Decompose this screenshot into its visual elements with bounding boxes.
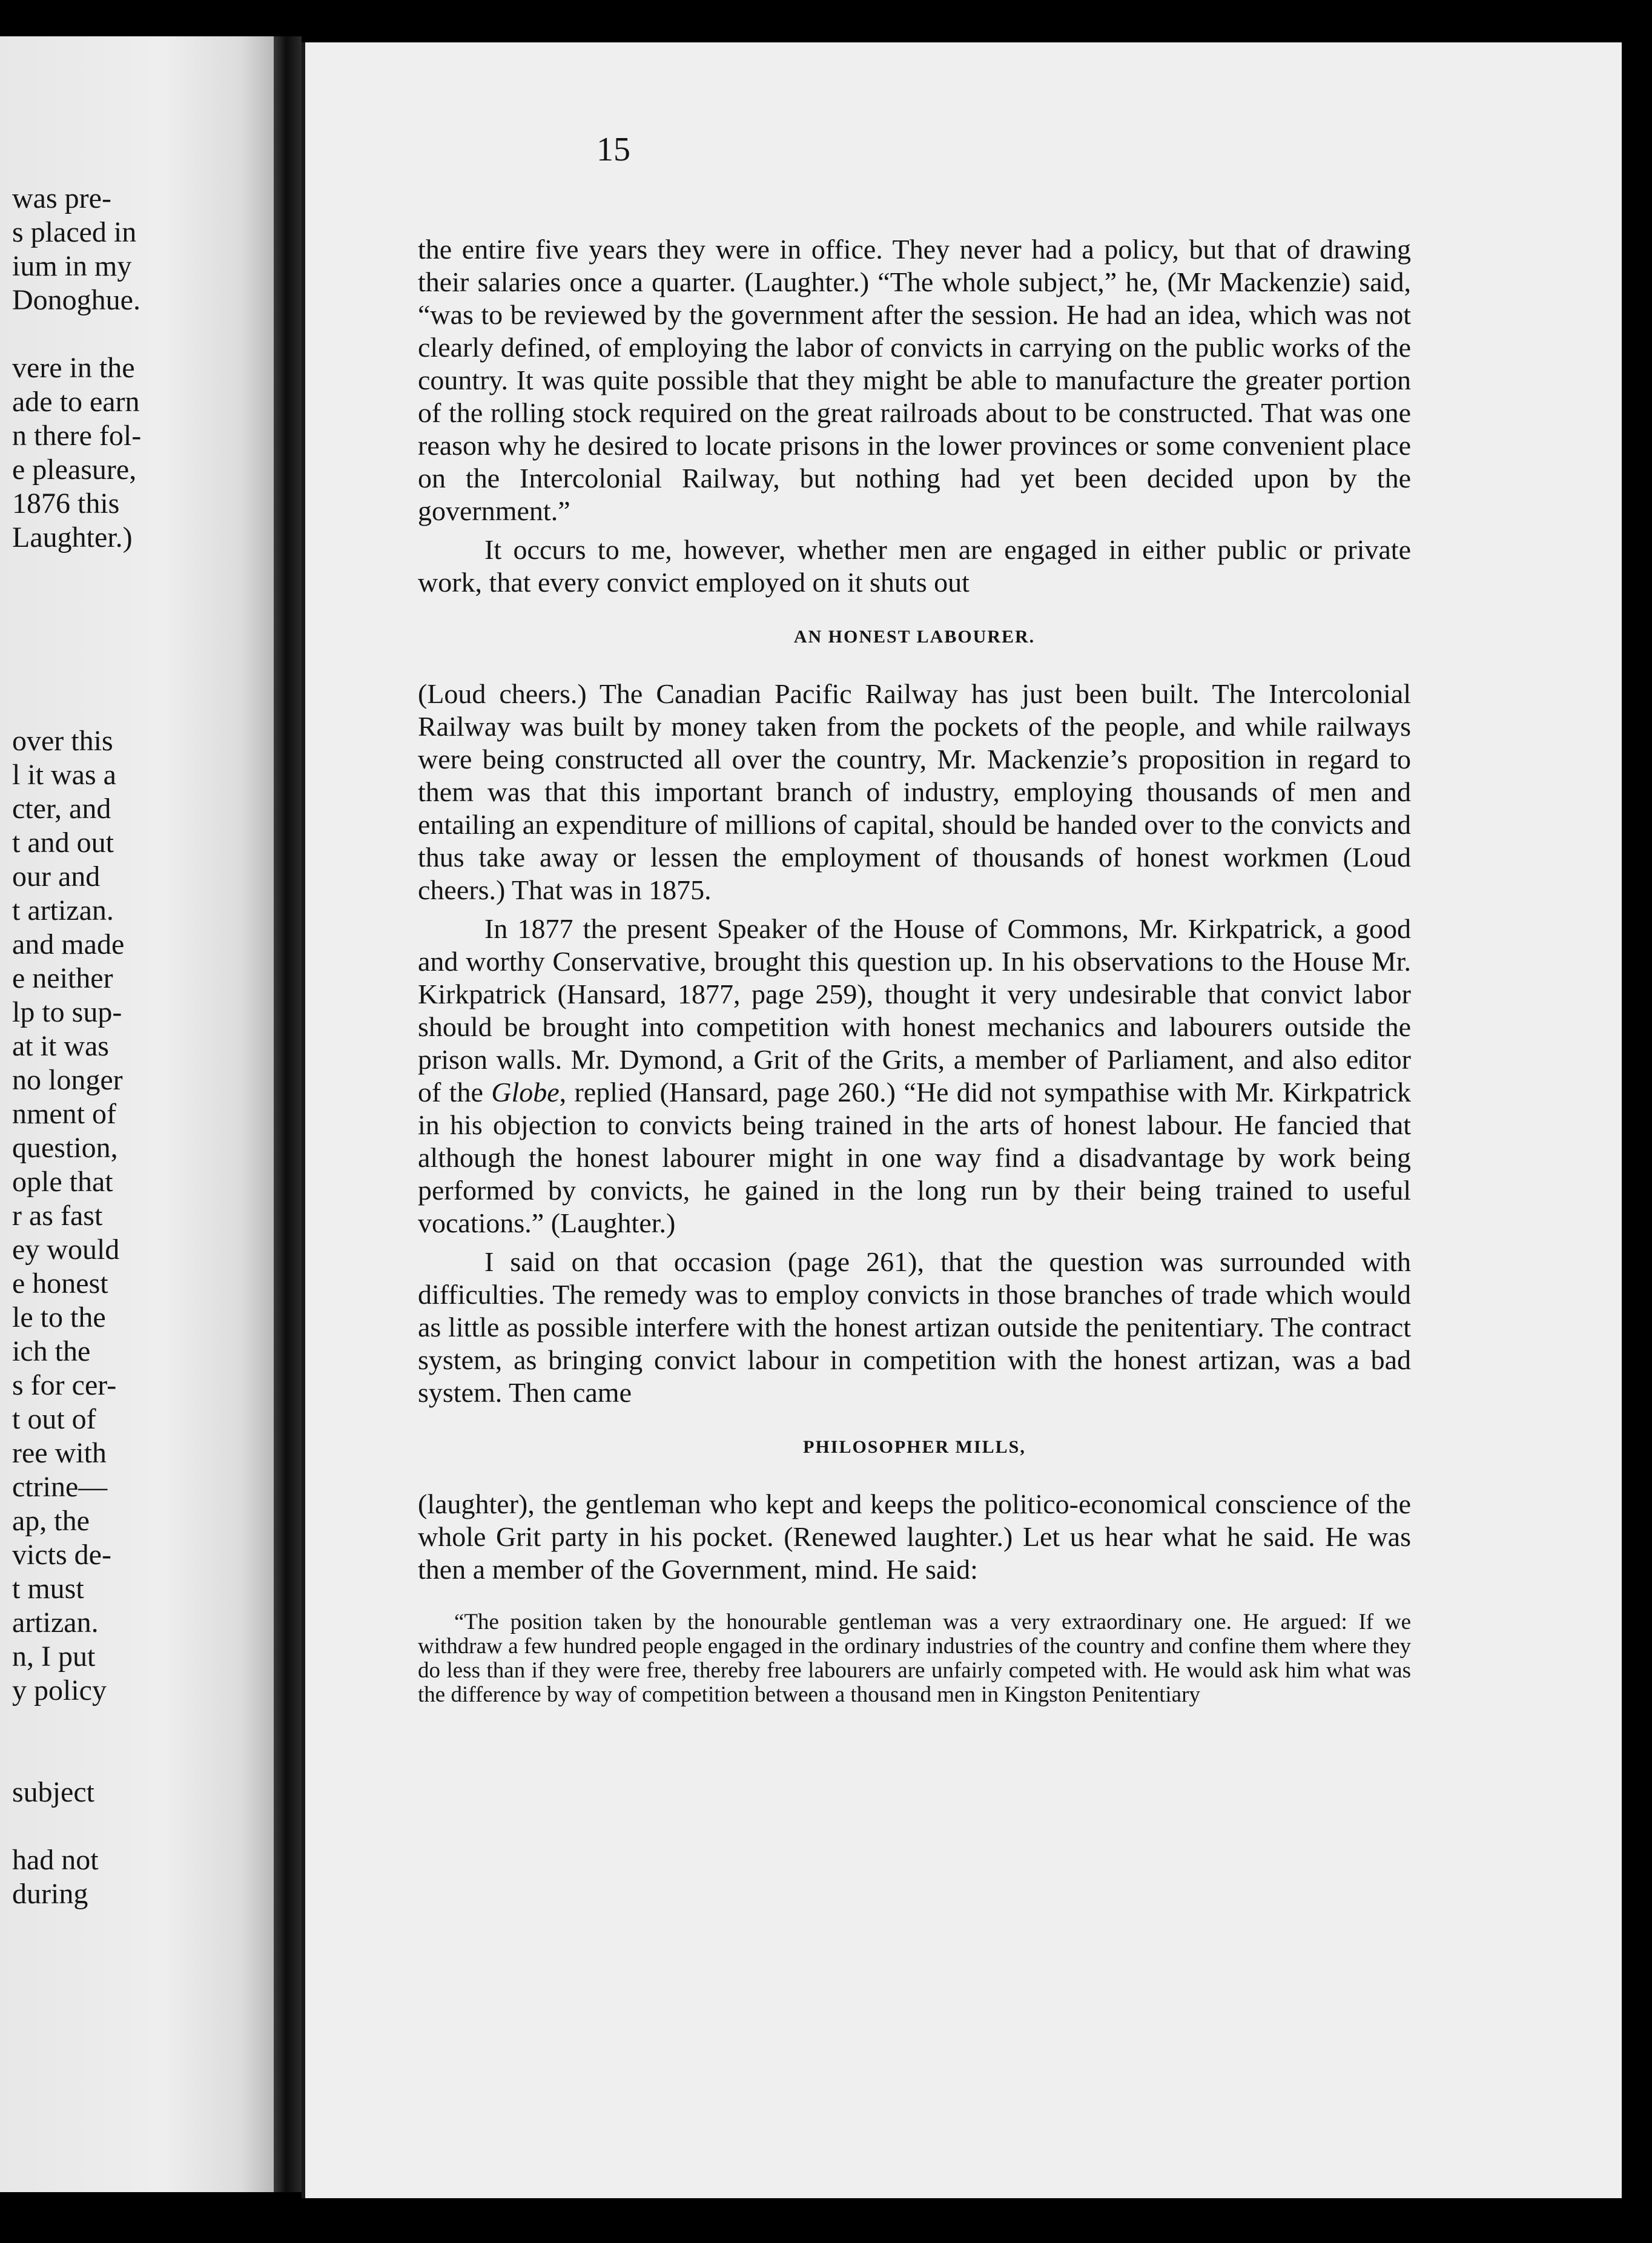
previous-page-line: over this [12,725,113,757]
scan-border [1622,36,1652,2192]
previous-page-line: vere in the [12,352,135,384]
previous-page-line: no longer [12,1064,123,1096]
previous-page-line: t and out [12,827,114,859]
previous-page-line: t out of [12,1403,96,1435]
paragraph-4 [418,913,1411,1240]
previous-page-line: t artizan. [12,894,114,927]
book-gutter [274,36,302,2192]
previous-page-line: ctrine— [12,1471,108,1503]
paragraph-2: It occurs to me, however, whether men are engaged in either public or private work, that every convict employed on it shuts out [418,534,1411,598]
paragraph-4-part-1: In 1877 the present Speaker of the House of Commons, Mr. Kirkpatrick, a good and worthy Conservative, brought this question up. In his observations to the House Mr. Kirkpatrick (Hansard, 1877, page 259), thought it very undesirable that convict labor should be brought into competition with honest mechanics and labourers outside the prison walls. Mr. Dymond, a Grit of the Grits, a member of Parliament, and also editor of the [418,913,1411,1108]
previous-page-line: and made [12,928,125,960]
globe-title: Globe [491,1077,560,1108]
block-quote: “The position taken by the honourable gentleman was a very extraordinary one. He argued: If we withdraw a few hundred people engaged in the ordinary industries of the country and confine them where they do less than if they were free, thereby free labourers are unfairly competed with. He would ask him what was the difference by way of competition between a thousand men in Kingston Penitentiary [418,1610,1411,1707]
previous-page-line: cter, and [12,793,111,825]
previous-page-line: lp to sup- [12,996,122,1028]
previous-page-line: subject [12,1776,94,1808]
section-heading-honest-labourer: AN HONEST LABOURER. [793,627,1036,647]
previous-page-line: at it was [12,1030,109,1062]
previous-page-line: y policy [12,1674,107,1706]
previous-page-line: ree with [12,1437,107,1469]
previous-page-line: Laughter.) [12,521,133,553]
previous-page-line: our and [12,861,101,893]
page-body [418,233,1411,1707]
previous-page-line: was pre- [12,182,111,214]
previous-page-line: question, [12,1132,118,1164]
previous-page-line: ich the [12,1335,91,1367]
previous-page [0,36,274,2192]
previous-page-line: ap, the [12,1505,90,1537]
previous-page-line: ey would [12,1234,120,1266]
paragraph-5: I said on that occasion (page 261), that the question was surrounded with difficulties. The remedy was to employ convicts in those branches of trade which would as little as possible interfere with the honest artizan outside the penitentiary. The contract system, as bringing convict labour in competition with the honest artizan, was a bad system. Then came [418,1246,1411,1408]
previous-page-line: victs de- [12,1539,111,1571]
previous-page-line: e neither [12,962,113,994]
previous-page-line: e pleasure, [12,454,137,486]
section-heading-philosopher-mills: PHILOSOPHER MILLS, [803,1437,1026,1457]
previous-page-line: ium in my [12,250,132,282]
previous-page-line: nment of [12,1098,116,1130]
paragraph-4-part-2: , replied (Hansard, page 260.) “He did not sympathise with Mr. Kirkpatrick in his objection to convicts being trained in the arts of honest labour. He fancied that although the honest labourer might in one way find a disadvantage by work being performed by convicts, he gained in the long run by their being trained to useful vocations.” (Laughter.) [418,1077,1412,1238]
previous-page-line: Donoghue. [12,284,140,316]
paragraph-6: (laughter), the gentleman who kept and keeps the politico-economical conscience of the whole Grit party in his pocket. (Renewed laughter.) Let us hear what he said. He was then a member of the Government, mind. He said: [418,1488,1411,1585]
previous-page-line: s placed in [12,216,137,248]
previous-page-line: l it was a [12,759,116,791]
previous-page-line: n, I put [12,1640,96,1673]
previous-page-line: during [12,1878,88,1910]
paragraph-3: (Loud cheers.) The Canadian Pacific Railway has just been built. The Intercolonial Railway was built by money taken from the pockets of the people, and while railways were being constructed all over the country, Mr. Mackenzie’s proposition in regard to them was that this important branch of industry, employing thousands of men and entailing an expenditure of millions of capital, should be handed over to the convicts and thus take away or lessen the employment of thousands of honest workmen (Loud cheers.) That was in 1875. [418,678,1411,905]
page-number: 15 [596,131,630,168]
previous-page-line: ade to earn [12,386,140,418]
previous-page-line: le to the [12,1301,106,1333]
previous-page-line: had not [12,1844,99,1876]
previous-page-line: t must [12,1573,84,1605]
previous-page-line: artizan. [12,1607,99,1639]
previous-page-line: e honest [12,1267,108,1300]
paragraph-1: the entire five years they were in office. They never had a policy, but that of drawing their salaries once a quarter. (Laughter.) “The whole subject,” he, (Mr Mackenzie) said, “was to be reviewed by the government after the session. He had an idea, which was not clearly defined, of employing the labor of convicts in carrying on the public works of the country. It was quite possible that they might be able to manufacture the greater portion of the rolling stock required on the great railroads about to be constructed. That was one reason why he desired to locate prisons in the lower provinces or some convenient place on the Intercolonial Railway, but nothing had yet been decided upon by the government.” [418,234,1411,526]
previous-page-line: s for cer- [12,1369,117,1401]
previous-page-line: 1876 this [12,487,120,520]
previous-page-line: ople that [12,1166,113,1198]
previous-page-line: r as fast [12,1200,103,1232]
previous-page-line: n there fol- [12,420,142,452]
